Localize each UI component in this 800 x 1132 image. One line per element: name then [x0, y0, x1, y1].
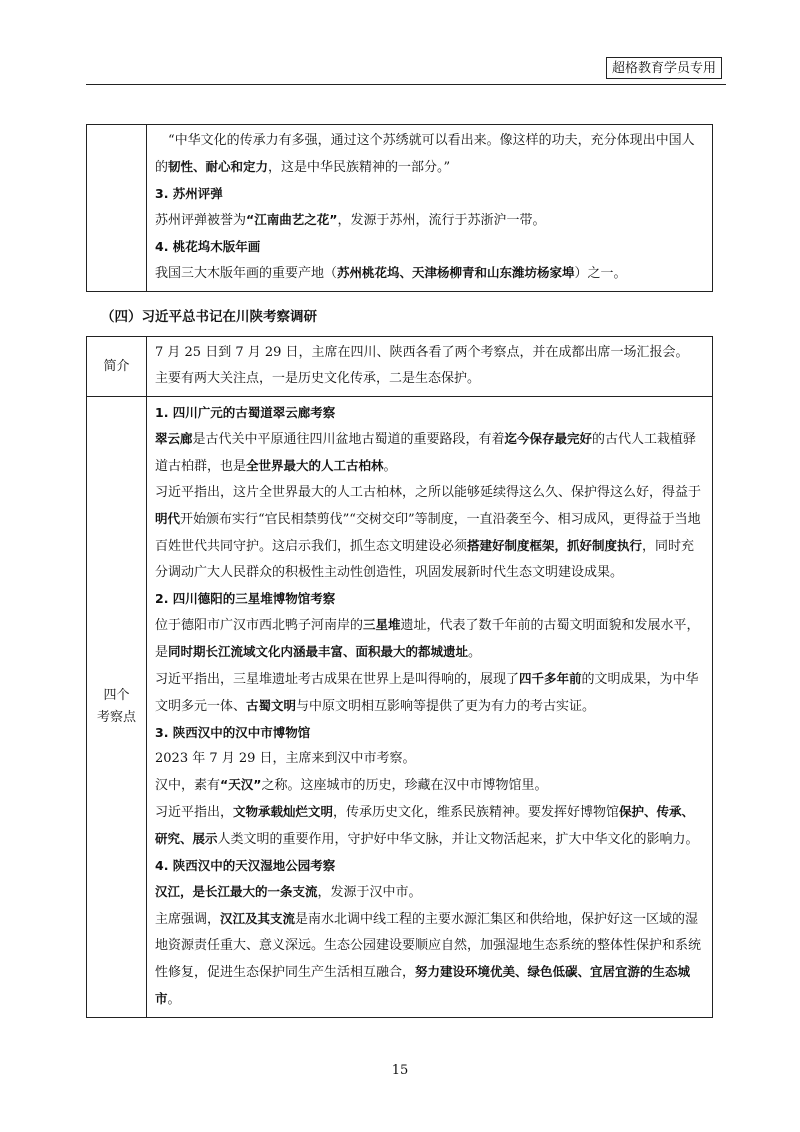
site3-paragraph-1: 2023 年 7 月 29 日，主席来到汉中市考察。	[155, 751, 416, 766]
table1-content-cell	[147, 125, 713, 292]
table-suzhou	[86, 124, 713, 292]
quote-paragraph: “中华文化的传承力有多强，通过这个苏绣就可以看出来。像这样的功夫，充分体现出中国人的韧性、耐心和定力，这是中华民族精神的一部分。”	[155, 133, 695, 175]
pingtan-paragraph: 苏州评弹被誉为“江南曲艺之花”，发源于苏州，流行于苏浙沪一带。	[155, 212, 546, 228]
header-rule	[86, 84, 726, 85]
intro-content	[147, 337, 713, 397]
site4-paragraph-1: 汉江，是长江最大的一条支流，发源于汉中市。	[155, 884, 422, 900]
page-number: 15	[391, 1063, 409, 1078]
site1-heading: 1. 四川广元的古蜀道翠云廊考察	[155, 405, 336, 420]
site2-heading: 2. 四川德阳的三星堆博物馆考察	[155, 591, 336, 606]
site1-paragraph-1: 翠云廊是古代关中平原通往四川盆地古蜀道的重要路段，有着迄今保存最完好的古代人工栽植驿道古柏群，也是全世界最大的人工古柏林。	[155, 431, 697, 474]
table-sichuan-shaanxi	[86, 336, 713, 1018]
site4-heading: 4. 陕西汉中的天汉湿地公园考察	[155, 858, 336, 873]
sites-label: 四个 考察点	[87, 397, 147, 1018]
intro-label: 简介	[87, 337, 147, 397]
heading-taohuawu: 4. 桃花坞木版年画	[155, 239, 261, 254]
sites-content	[147, 397, 713, 1018]
taohuawu-paragraph: 我国三大木版年画的重要产地（苏州桃花坞、天津杨柳青和山东潍坊杨家埠）之一。	[155, 265, 627, 281]
site3-heading: 3. 陕西汉中的汉中市博物馆	[155, 725, 311, 740]
table1-label-cell	[87, 125, 147, 292]
header-tag: 超格教育学员专用	[606, 57, 722, 79]
heading-suzhou-pingtan: 3. 苏州评弹	[155, 186, 223, 201]
site2-paragraph-1: 位于德阳市广汉市西北鸭子河南岸的三星堆遗址，代表了数千年前的古蜀文明面貌和发展水平，是同时期长江流域文化内涵最丰富、面积最大的都城遗址。	[155, 617, 700, 660]
site2-paragraph-2: 习近平指出，三星堆遗址考古成果在世界上是叫得响的，展现了四千多年前的文明成果，为中华文明多元一体、古蜀文明与中原文明相互影响等提供了更为有力的考古实证。	[155, 671, 699, 714]
intro-line-2: 主要有两大关注点，一是历史文化传承，二是生态保护。	[155, 371, 481, 386]
site4-paragraph-2: 主席强调，汉江及其支流是南水北调中线工程的主要水源汇集区和供给地，保护好这一区域的湿地资源责任重大、意义深远。生态公园建设要顺应自然，加强湿地生态系统的整体性保护和系统性修复，促进生态保护同生产生活相互融合，努力建设环境优美、绿色低碳、宜居宜游的生态城市。	[155, 911, 702, 1007]
site3-paragraph-2: 汉中，素有“天汉”之称。这座城市的历史，珍藏在汉中市博物馆里。	[155, 777, 548, 793]
site1-paragraph-2: 习近平指出，这片全世界最大的人工古柏林，之所以能够延续得这么久、保护得这么好，得益于明代开始颁布实行“官民相禁剪伐”“交树交印”等制度，一直沿袭至今、相习成风，更得益于当地百姓世代共同守护。这启示我们，抓生态文明建设必须搭建好制度框架，抓好制度执行，同时充分调动广大人民群众的积极性主动性创造性，巩固发展新时代生态文明建设成果。	[155, 485, 702, 580]
section-title: （四）习近平总书记在川陕考察调研	[101, 309, 317, 325]
site3-paragraph-3: 习近平指出，文物承载灿烂文明，传承历史文化，维系民族精神。要发挥好博物馆保护、传承、研究、展示人类文明的重要作用，守护好中华文脉，并让文物活起来，扩大中华文化的影响力。	[155, 804, 699, 847]
intro-line-1: 7 月 25 日到 7 月 29 日，主席在四川、陕西各看了两个考察点，并在成都出席一场汇报会。	[155, 345, 689, 360]
